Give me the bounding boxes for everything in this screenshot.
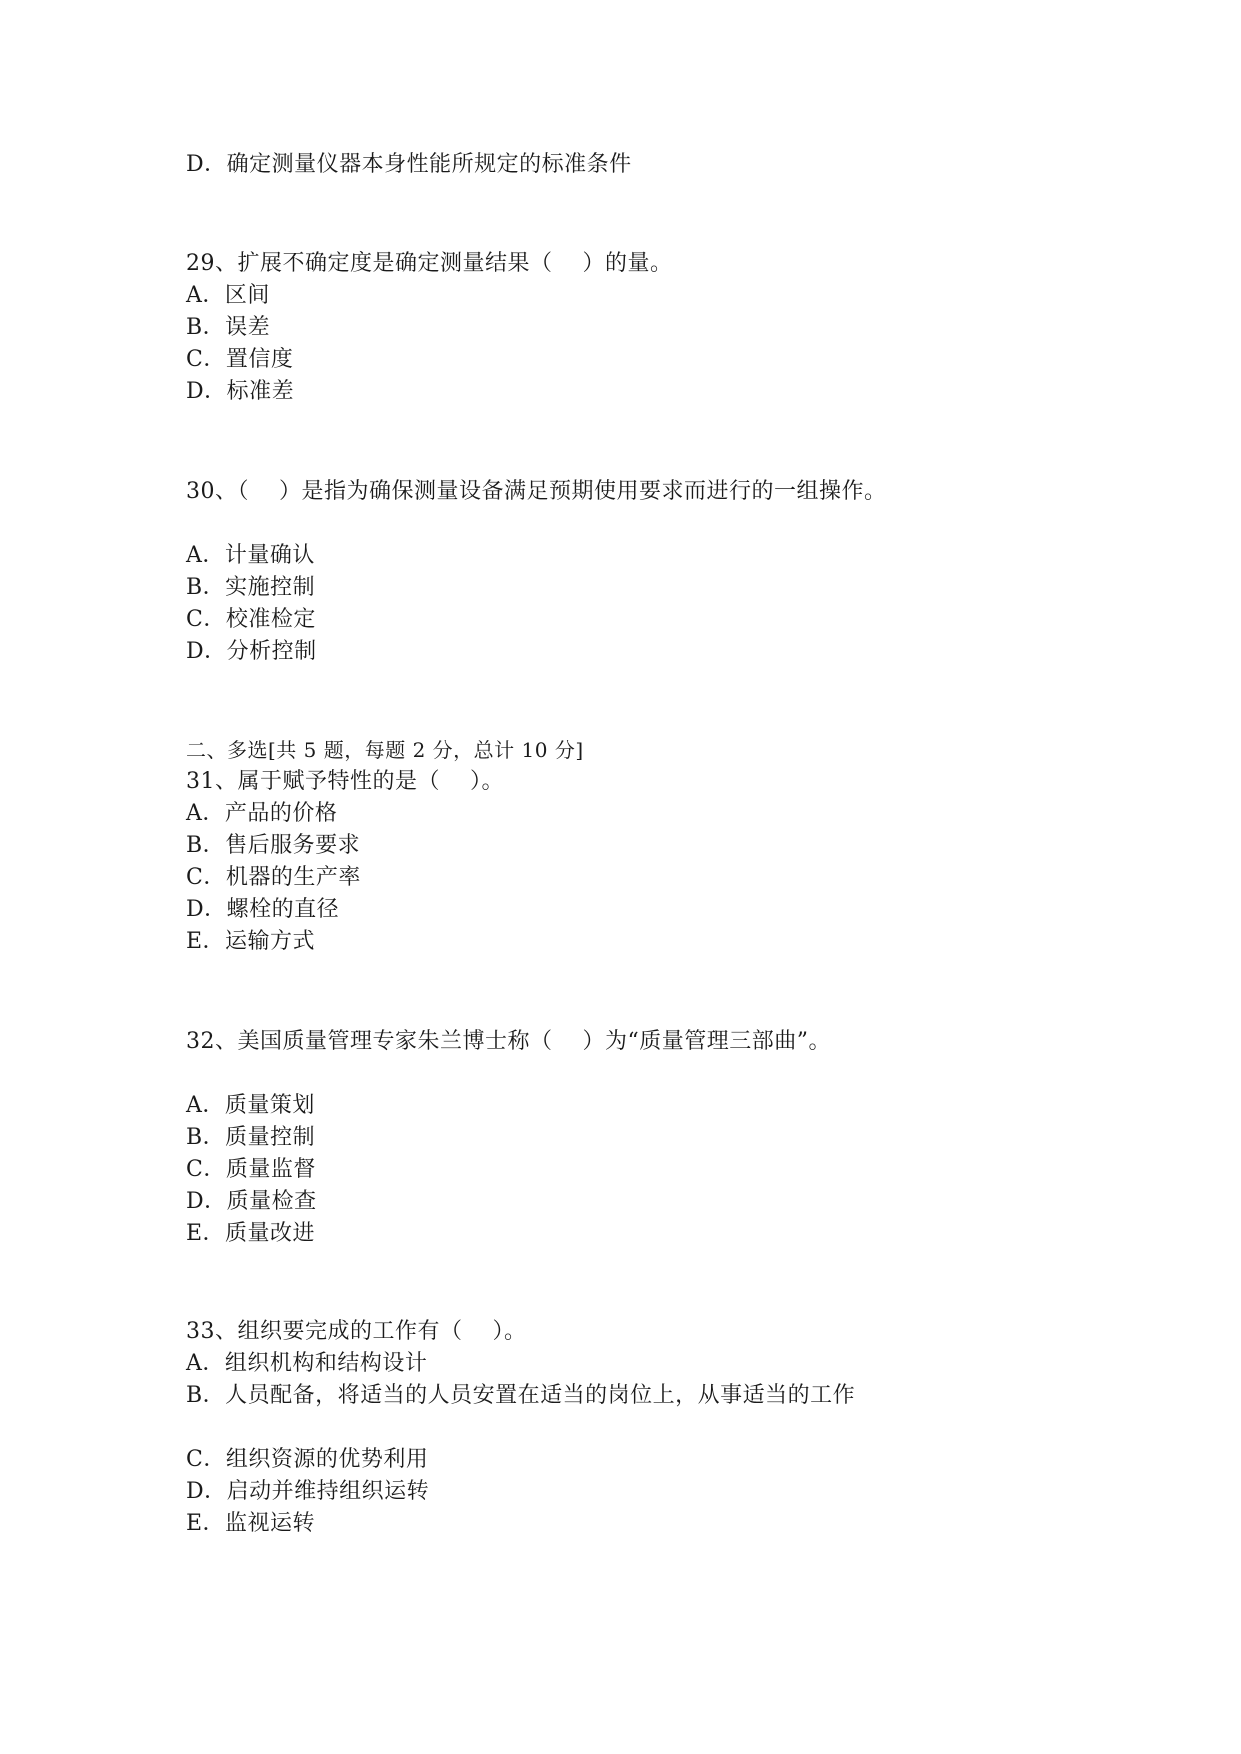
q32-option-c: C．质量监督 bbox=[186, 1157, 316, 1182]
q31-option-d: D．螺栓的直径 bbox=[186, 897, 340, 922]
q31-option-b: B．售后服务要求 bbox=[186, 833, 361, 858]
q33-option-d: D．启动并维持组织运转 bbox=[186, 1479, 430, 1504]
q33-option-a: A．组织机构和结构设计 bbox=[186, 1351, 428, 1376]
q33-option-b: B．人员配备，将适当的人员安置在适当的岗位上，从事适当的工作 bbox=[186, 1383, 856, 1408]
q32-option-a: A．质量策划 bbox=[186, 1093, 315, 1118]
q30-option-a: A．计量确认 bbox=[186, 543, 315, 568]
section-heading: 二、多选[共 5 题，每题 2 分，总计 10 分] bbox=[186, 738, 584, 762]
q29-option-d: D．标准差 bbox=[186, 379, 295, 404]
q32-option-e: E．质量改进 bbox=[186, 1221, 316, 1246]
q33-option-e: E．监视运转 bbox=[186, 1511, 316, 1536]
q33-option-c: C．组织资源的优势利用 bbox=[186, 1447, 429, 1472]
q29-option-b: B．误差 bbox=[186, 315, 271, 340]
q30-option-b: B．实施控制 bbox=[186, 575, 316, 600]
q30-stem: 30、（ ）是指为确保测量设备满足预期使用要求而进行的一组操作。 bbox=[186, 479, 887, 504]
q31-option-a: A．产品的价格 bbox=[186, 801, 338, 826]
q31-option-e: E．运输方式 bbox=[186, 929, 316, 954]
q32-option-d: D．质量检查 bbox=[186, 1189, 317, 1214]
q31-stem: 31、属于赋予特性的是（ ）。 bbox=[186, 769, 504, 794]
q31-option-c: C．机器的生产率 bbox=[186, 865, 361, 890]
q32-stem: 32、美国质量管理专家朱兰博士称（ ）为“质量管理三部曲”。 bbox=[186, 1029, 831, 1054]
q29-option-a: A．区间 bbox=[186, 283, 270, 308]
q28-option-d: D．确定测量仪器本身性能所规定的标准条件 bbox=[186, 152, 632, 177]
q30-option-d: D．分析控制 bbox=[186, 639, 317, 664]
q29-option-c: C．置信度 bbox=[186, 347, 294, 372]
q29-stem: 29、扩展不确定度是确定测量结果（ ）的量。 bbox=[186, 251, 673, 276]
q30-option-c: C．校准检定 bbox=[186, 607, 316, 632]
q32-option-b: B．质量控制 bbox=[186, 1125, 316, 1150]
q33-stem: 33、组织要完成的工作有（ ）。 bbox=[186, 1319, 527, 1344]
